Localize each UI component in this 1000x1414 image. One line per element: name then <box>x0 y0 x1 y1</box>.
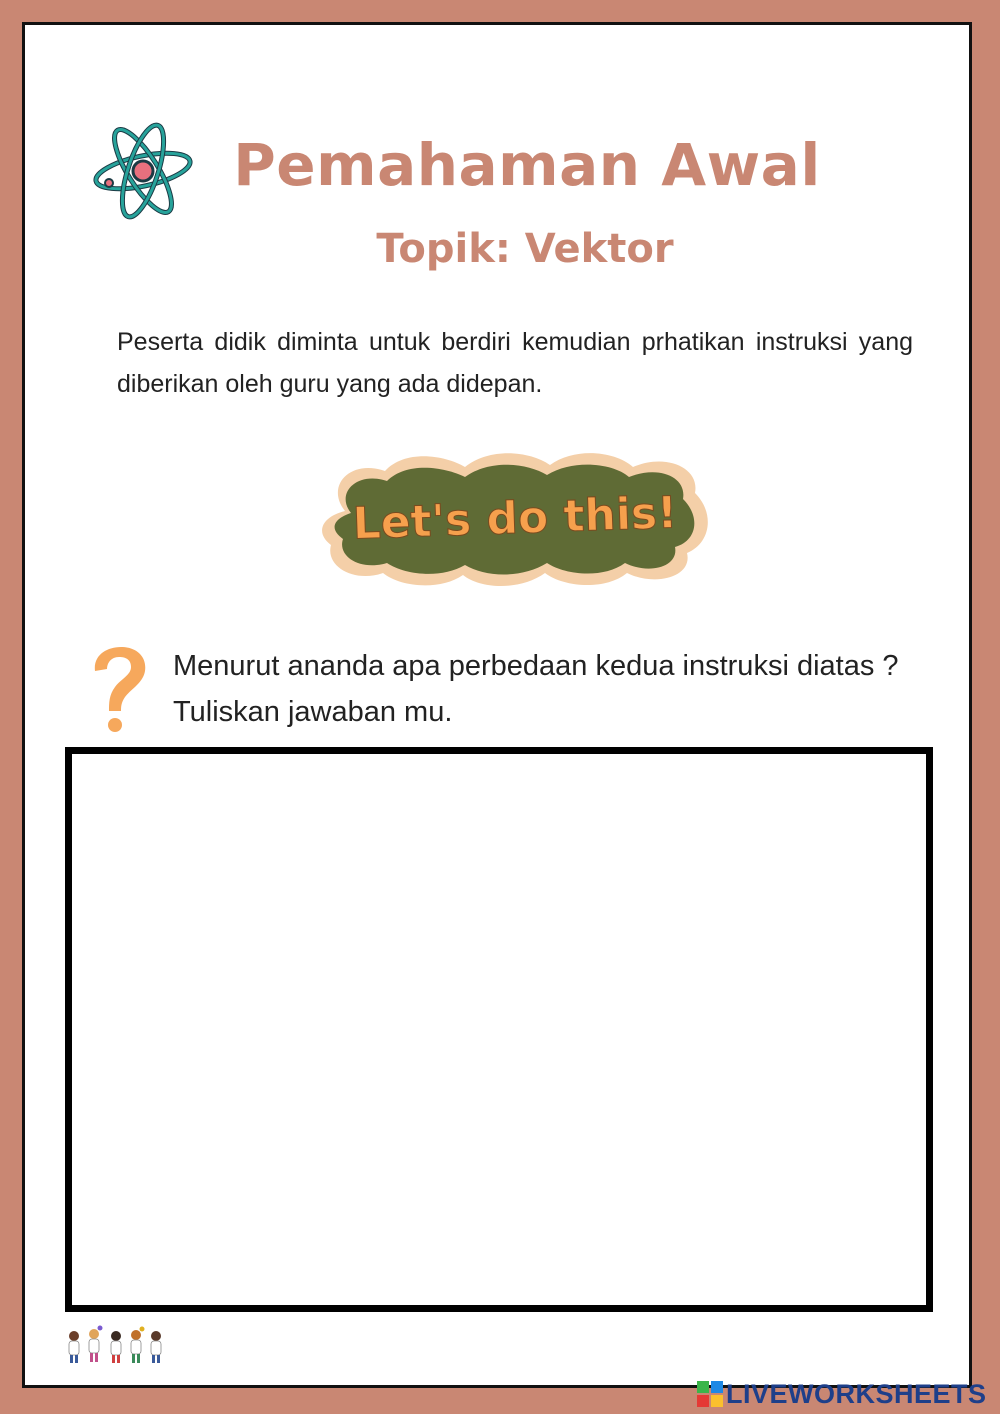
question-mark-icon <box>89 645 149 735</box>
liveworksheets-watermark <box>696 1378 987 1410</box>
badge-text: Let's do this! <box>351 487 679 550</box>
atom-icon <box>91 121 195 221</box>
page-subtitle: Topik: Vektor <box>376 226 674 272</box>
watermark-text: LIVEWORKSHEETS <box>726 1378 987 1409</box>
intro-paragraph: Peserta didik diminta untuk berdiri kemudian prhatikan instruksi yang diberikan oleh guru yang ada didepan. <box>117 328 913 398</box>
kids-illustration <box>64 1324 170 1366</box>
liveworksheets-logo-icon <box>696 1380 724 1408</box>
lets-do-this-badge <box>315 441 719 591</box>
answer-box[interactable] <box>65 747 933 1312</box>
question-text: Menurut ananda apa perbedaan kedua instruksi diatas ? Tuliskan jawaban mu. <box>173 650 899 728</box>
page-title: Pemahaman Awal <box>233 131 821 199</box>
